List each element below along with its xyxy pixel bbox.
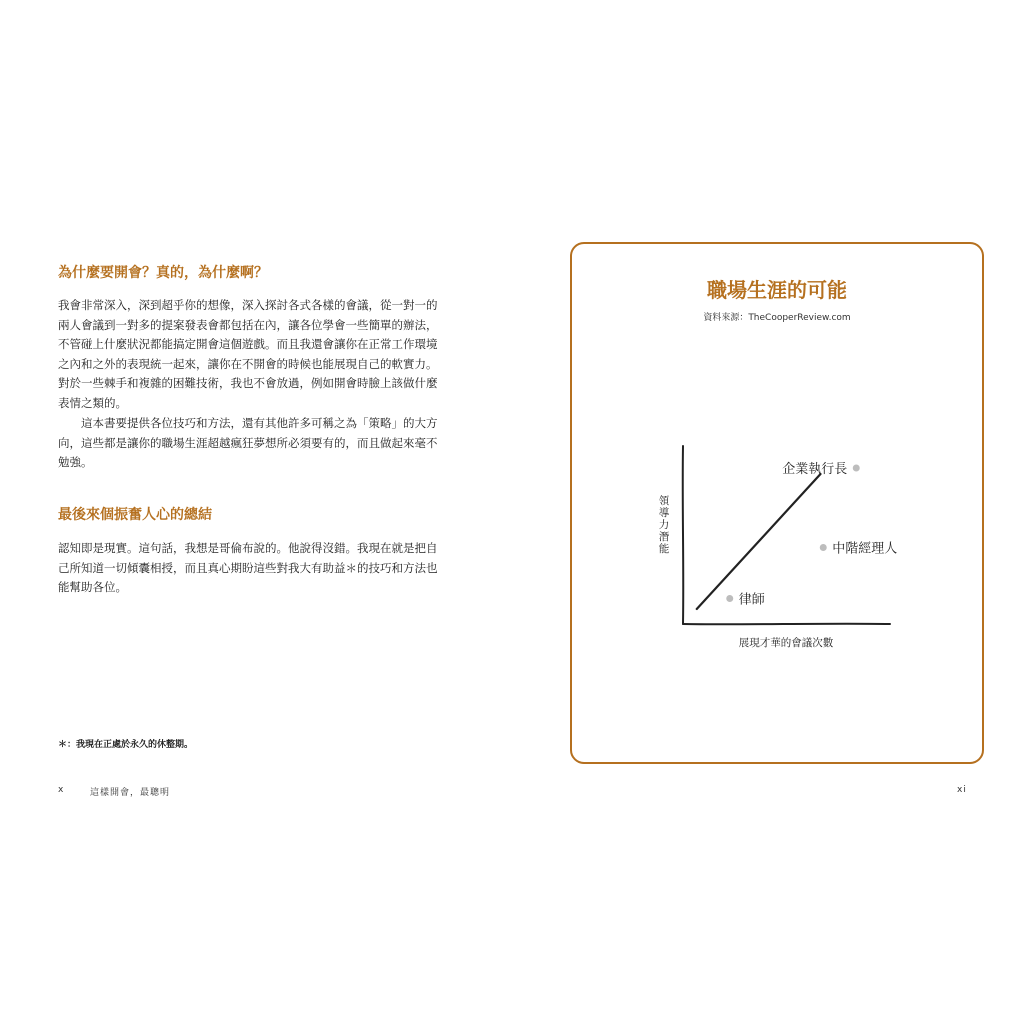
y-axis-label-char: 領 — [658, 495, 670, 507]
y-axis-label-char: 力 — [658, 519, 670, 531]
section-heading-summary: 最後來個振奮人心的總結 — [58, 507, 212, 523]
body-paragraph: 這本書要提供各位技巧和方法，還有其他許多可稱之為「策略」的大方 向，這些都是讓你的職場生涯超越瘋狂夢想所必須要有的，而且做起來毫不 勉強。 — [58, 416, 438, 469]
data-label: 企業執行長 — [782, 462, 848, 477]
x-axis — [683, 624, 890, 625]
y-axis — [683, 446, 684, 624]
trend-line — [697, 474, 821, 609]
y-axis-label-char: 導 — [658, 507, 670, 519]
chart-title: 職場生涯的可能 — [707, 278, 847, 302]
folio-page-number-left: x — [58, 785, 65, 795]
body-paragraph: 我會非常深入，深到超乎你的想像，深入探討各式各樣的會議，從一對一的 兩人會議到一對多的提案發表會都包括在內，讓各位學會一些簡單的辦法， 不管碰上什麼狀況都能搞定開會這個遊戲。而且我還會讓你在正常工作環境 之內和之外的表現統一起來，讓你在不開會的時候也能展現自己的軟實力。 對於一些棘手和複雜的困難技術，我也不會放過，例如開會時臉上該做什麼 表情之類的。 — [58, 298, 438, 410]
section-heading-why-meet: 為什麼要開會？真的，為什麼啊？ — [58, 265, 268, 281]
data-point — [853, 465, 860, 472]
data-label: 律師 — [738, 592, 765, 608]
folio-book-title: 這樣開會，最聰明 — [90, 788, 171, 798]
folio-page-number-right: xi — [957, 785, 967, 795]
x-axis-label: 展現才華的會議次數 — [738, 637, 834, 649]
chart-source: 資料來源：TheCooperReview.com — [703, 313, 851, 323]
y-axis-label-char: 能 — [658, 543, 670, 555]
career-chart — [572, 244, 986, 766]
y-axis-label-char: 潛 — [658, 531, 670, 543]
data-point — [820, 544, 827, 551]
footnote: ＊：我現在正處於永久的休整期。 — [58, 740, 194, 750]
body-paragraph: 認知即是現實。這句話，我想是哥倫布說的。他說得沒錯。我現在就是把自 己所知道一切傾囊相授，而且真心期盼這些對我大有助益＊的技巧和方法也 能幫助各位。 — [58, 541, 438, 594]
data-label: 中階經理人 — [832, 541, 898, 557]
data-point — [726, 595, 733, 602]
chart-card — [570, 242, 984, 764]
